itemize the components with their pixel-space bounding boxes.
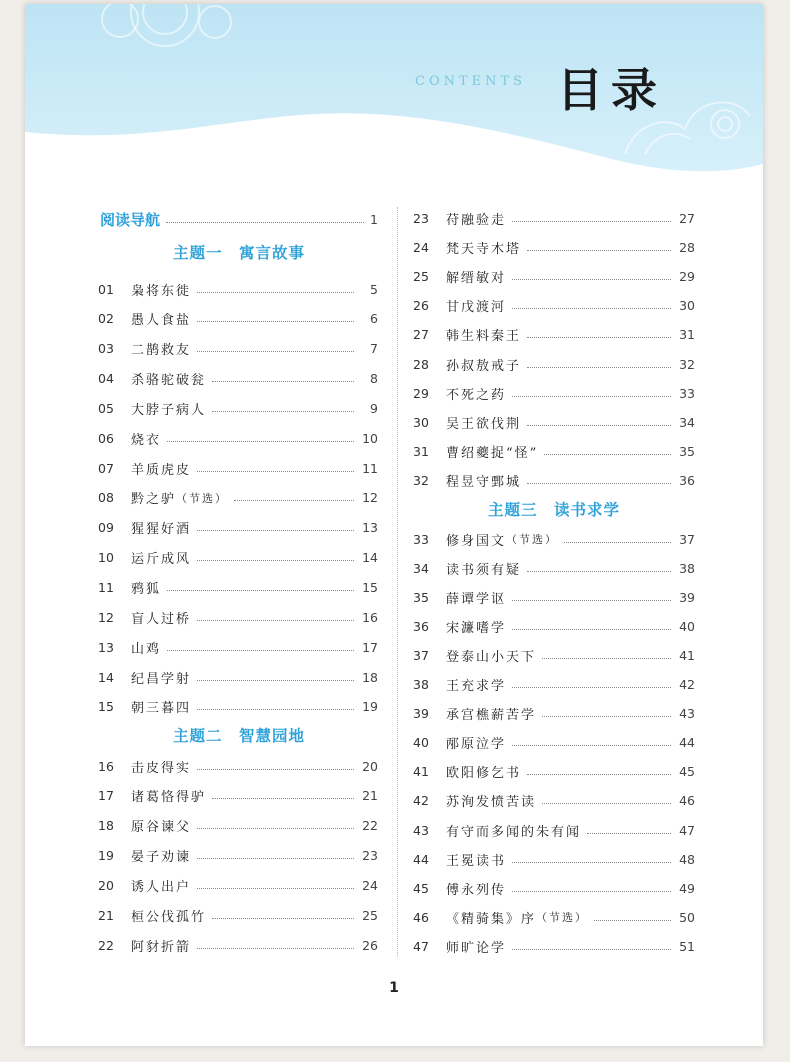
toc-entry[interactable] [413, 790, 695, 812]
entry-title: 晏子劝谏 [131, 850, 192, 866]
entry-number: 19 [98, 848, 114, 864]
entry-number: 25 [413, 268, 429, 284]
toc-entry[interactable] [98, 547, 378, 569]
entry-page-ref: 37 [679, 531, 695, 547]
toc-entry[interactable] [413, 557, 695, 579]
leader-dots [527, 571, 671, 572]
leader-dots [512, 891, 671, 892]
entry-title: 薛谭学讴 [446, 591, 507, 607]
entry-title: 愚人食盐 [131, 313, 192, 329]
entry-title: 不死之药 [446, 387, 507, 403]
leader-dots [527, 250, 671, 251]
entry-page-ref: 18 [362, 669, 378, 685]
leader-dots [234, 500, 354, 501]
entry-number: 21 [98, 908, 114, 923]
entry-page-ref: 47 [679, 822, 695, 838]
toc-entry[interactable] [98, 397, 378, 419]
entry-title: 烧衣 [131, 432, 162, 448]
entry-number: 04 [98, 371, 114, 387]
entry-page-ref: 50 [679, 909, 695, 925]
entry-page-ref: 39 [679, 589, 695, 605]
leader-dots [197, 471, 354, 472]
leader-dots [564, 542, 671, 543]
entry-page-ref: 5 [370, 281, 378, 297]
entry-number: 17 [98, 788, 114, 804]
entry-title: 诸葛恪得驴 [131, 790, 207, 806]
entry-number: 22 [98, 937, 114, 953]
entry-number: 45 [413, 880, 429, 896]
entry-number: 46 [413, 909, 429, 925]
toc-entry[interactable] [98, 696, 378, 718]
entry-title: 大脖子病人 [131, 402, 207, 418]
leader-dots [167, 441, 354, 442]
toc-entry[interactable] [98, 606, 378, 628]
entry-title: 师旷论学 [446, 940, 507, 956]
toc-entry[interactable] [98, 755, 378, 777]
entry-number: 27 [413, 327, 429, 343]
entry-title: 孙叔敖戒子 [446, 358, 522, 374]
entry-number: 47 [413, 938, 429, 954]
entry-title: 韩生料秦王 [446, 329, 522, 345]
leader-dots [512, 279, 671, 280]
entry-page-ref: 20 [362, 758, 378, 774]
entry-number: 24 [413, 239, 429, 255]
entry-title: 读书须有疑 [446, 562, 522, 578]
toc-entry[interactable] [98, 636, 378, 658]
toc-entry[interactable] [413, 732, 695, 754]
entry-page-ref: 13 [362, 520, 378, 536]
leader-dots [166, 222, 364, 223]
entry-page-ref: 33 [679, 385, 695, 401]
leader-dots [197, 858, 354, 859]
leader-dots [197, 351, 354, 352]
entry-title: 登泰山小天下 [446, 649, 537, 665]
entry-number: 13 [98, 639, 114, 655]
toc-entry[interactable] [413, 470, 695, 492]
entry-number: 26 [413, 298, 429, 314]
toc-entry[interactable] [98, 457, 378, 479]
entry-page-ref: 31 [679, 327, 695, 343]
entry-number: 05 [98, 400, 114, 416]
entry-number: 06 [98, 430, 114, 446]
toc-entry[interactable] [413, 441, 695, 463]
entry-number: 36 [413, 618, 429, 634]
entry-number: 15 [98, 699, 114, 715]
leader-dots [512, 687, 671, 688]
leader-dots [197, 769, 354, 770]
entry-number: 03 [98, 341, 114, 357]
leader-dots [512, 949, 671, 950]
leader-dots [527, 774, 671, 775]
toc-entry[interactable] [413, 703, 695, 725]
entry-page-ref: 28 [679, 239, 695, 255]
leader-dots [594, 920, 671, 921]
entry-page-ref: 14 [362, 550, 378, 566]
entry-number: 30 [413, 414, 429, 430]
entry-number: 09 [98, 520, 114, 536]
toc-entry[interactable] [413, 935, 695, 957]
toc-entry[interactable] [413, 528, 695, 550]
entry-title: 桓公伐孤竹 [131, 910, 207, 925]
entry-title: 阿豺折箭 [131, 939, 192, 955]
leader-dots [544, 454, 671, 455]
toc-entry[interactable] [98, 487, 378, 509]
toc-entry[interactable] [98, 875, 378, 897]
leader-dots [512, 629, 671, 630]
entry-page-ref: 19 [362, 699, 378, 715]
leader-dots [527, 425, 671, 426]
toc-entry[interactable] [98, 934, 378, 956]
document-page [25, 4, 763, 1046]
entry-title: 运斤成风 [131, 552, 192, 568]
leader-dots [197, 292, 354, 293]
leader-dots [512, 600, 671, 601]
page-title: 目录 [557, 63, 665, 117]
entry-page-ref: 34 [679, 414, 695, 430]
entry-number: 31 [413, 444, 429, 460]
entry-title: 王冕读书 [446, 853, 507, 869]
leader-dots [212, 798, 354, 799]
contents-label: CONTENTS [415, 74, 527, 89]
toc-entry[interactable] [98, 785, 378, 807]
entry-title: 修身国文 [446, 533, 507, 549]
leader-dots [212, 411, 354, 412]
toc-entry[interactable] [98, 368, 378, 390]
entry-number: 44 [413, 851, 429, 867]
leader-dots [197, 948, 354, 949]
toc-entry[interactable] [413, 644, 695, 666]
toc-entry[interactable] [98, 845, 378, 867]
entry-number: 20 [98, 878, 114, 894]
toc-entry[interactable] [413, 207, 695, 229]
entry-page-ref: 7 [370, 341, 378, 357]
entry-title: 二鹊救友 [131, 343, 192, 359]
entry-page-ref: 40 [679, 618, 695, 634]
entry-title: 吴王欲伐荆 [446, 416, 522, 432]
leader-dots [512, 745, 671, 746]
entry-title: 王充求学 [446, 679, 507, 694]
page-ref: 1 [370, 211, 378, 227]
toc-entry[interactable] [98, 517, 378, 539]
entry-page-ref: 48 [679, 851, 695, 867]
entry-page-ref: 24 [362, 878, 378, 894]
entry-page-ref: 43 [679, 706, 695, 722]
entry-title: 有守而多闻的朱有闻 [446, 824, 582, 840]
entry-number: 38 [413, 677, 429, 692]
toc-entry[interactable] [413, 382, 695, 404]
toc-entry[interactable] [413, 877, 695, 899]
entry-page-ref: 9 [370, 400, 378, 416]
entry-page-ref: 42 [679, 677, 695, 692]
entry-number: 40 [413, 735, 429, 751]
toc-entry[interactable] [413, 615, 695, 637]
leader-dots [212, 918, 354, 919]
toc-entry[interactable] [413, 265, 695, 287]
theme-heading-3: 主题三 读书求学 [487, 501, 620, 519]
toc-entry[interactable] [413, 236, 695, 258]
toc-entry[interactable] [413, 586, 695, 608]
entry-number: 12 [98, 609, 114, 625]
entry-page-ref: 25 [362, 908, 378, 923]
entry-title: 黔之驴 [131, 492, 177, 508]
entry-title: 甘戊渡河 [446, 300, 507, 316]
theme-heading-2: 主题二 智慧园地 [172, 727, 305, 745]
toc-entry[interactable] [413, 674, 695, 696]
toc-entry[interactable] [413, 411, 695, 433]
entry-number: 10 [98, 550, 114, 566]
leader-dots [167, 650, 354, 651]
entry-number: 42 [413, 793, 429, 809]
toc-entry[interactable] [98, 338, 378, 360]
entry-number: 39 [413, 706, 429, 722]
entry-page-ref: 46 [679, 793, 695, 809]
reading-guide-label: 阅读导航 [100, 210, 161, 229]
leader-dots [512, 308, 671, 309]
entry-title: 宋濂嗜学 [446, 620, 507, 636]
leader-dots [512, 221, 671, 222]
leader-dots [587, 833, 671, 834]
leader-dots [212, 381, 354, 382]
entry-subtitle: （节选） [176, 491, 229, 505]
entry-title: 程昱守鄄城 [446, 475, 522, 491]
toc-entry[interactable] [98, 308, 378, 330]
leader-dots [527, 367, 671, 368]
entry-title: 解缙敏对 [446, 270, 507, 286]
toc-entry[interactable] [413, 324, 695, 346]
leader-dots [527, 337, 671, 338]
entry-number: 37 [413, 647, 429, 663]
entry-title: 欧阳修乞书 [446, 766, 522, 782]
toc-entry[interactable] [98, 905, 378, 927]
entry-number: 35 [413, 589, 429, 605]
entry-title: 曹绍夔捉“怪” [446, 446, 539, 462]
entry-page-ref: 49 [679, 880, 695, 896]
entry-number: 08 [98, 490, 114, 506]
leader-dots [197, 888, 354, 889]
leader-dots [197, 560, 354, 561]
entry-title: 梵天寺木塔 [446, 241, 522, 257]
entry-page-ref: 17 [362, 639, 378, 655]
entry-number: 01 [98, 281, 114, 297]
leader-dots [542, 803, 671, 804]
leader-dots [167, 590, 354, 591]
entry-title: 《精骑集》序 [446, 911, 537, 927]
leader-dots [527, 483, 671, 484]
entry-subtitle: （节选） [506, 533, 559, 546]
toc-entry[interactable] [98, 427, 378, 449]
toc-entry[interactable] [413, 848, 695, 870]
entry-number: 11 [98, 580, 114, 595]
entry-number: 33 [413, 531, 429, 547]
entry-number: 14 [98, 669, 114, 685]
entry-number: 07 [98, 460, 114, 476]
entry-page-ref: 6 [370, 311, 378, 327]
entry-page-ref: 32 [679, 356, 695, 372]
entry-subtitle: （节选） [536, 911, 589, 925]
entry-title: 猩猩好酒 [131, 522, 192, 538]
entry-page-ref: 29 [679, 268, 695, 284]
entry-page-ref: 21 [362, 788, 378, 804]
entry-number: 34 [413, 560, 429, 576]
entry-title: 傅永列传 [446, 882, 507, 898]
entry-title: 山鸡 [131, 641, 162, 657]
entry-page-ref: 26 [362, 937, 378, 953]
entry-title: 苏洵发愤苦读 [446, 795, 537, 811]
entry-page-ref: 44 [679, 735, 695, 751]
leader-dots [512, 862, 671, 863]
entry-title: 承宫樵薪苦学 [446, 708, 537, 724]
toc-entry[interactable] [413, 295, 695, 317]
entry-page-ref: 8 [370, 371, 378, 387]
entry-page-ref: 12 [362, 490, 378, 506]
entry-title: 纪昌学射 [131, 671, 192, 687]
entry-number: 43 [413, 822, 429, 838]
entry-page-ref: 23 [362, 848, 378, 864]
leader-dots [512, 396, 671, 397]
entry-title: 朝三暮四 [131, 701, 192, 717]
toc-entry[interactable] [98, 815, 378, 837]
reading-guide-entry[interactable] [100, 207, 378, 231]
entry-title: 诱人出户 [131, 880, 192, 896]
entry-title: 羊质虎皮 [131, 462, 192, 478]
leader-dots [197, 530, 354, 531]
entry-title: 苻融验走 [446, 212, 507, 228]
entry-title: 盲人过桥 [131, 611, 192, 627]
entry-page-ref: 11 [362, 460, 378, 476]
toc-entry[interactable] [413, 819, 695, 841]
entry-number: 32 [413, 473, 429, 489]
entry-page-ref: 36 [679, 473, 695, 489]
entry-title: 原谷谏父 [131, 820, 192, 836]
entry-number: 29 [413, 385, 429, 401]
entry-number: 02 [98, 311, 114, 327]
entry-page-ref: 38 [679, 560, 695, 576]
entry-page-ref: 45 [679, 764, 695, 780]
toc-entry[interactable] [98, 278, 378, 300]
toc-entry[interactable] [413, 353, 695, 375]
entry-page-ref: 16 [362, 609, 378, 625]
entry-page-ref: 22 [362, 818, 378, 834]
leader-dots [197, 620, 354, 621]
entry-number: 23 [413, 210, 429, 226]
entry-title: 击皮得实 [131, 760, 192, 776]
entry-title: 枭将东徙 [131, 283, 192, 299]
leader-dots [542, 658, 671, 659]
leader-dots [542, 716, 671, 717]
column-divider [397, 207, 398, 957]
entry-page-ref: 30 [679, 298, 695, 314]
entry-title: 鸦狐 [131, 582, 162, 597]
entry-number: 41 [413, 764, 429, 780]
leader-dots [197, 321, 354, 322]
entry-number: 16 [98, 758, 114, 774]
entry-page-ref: 10 [362, 430, 378, 446]
leader-dots [197, 828, 354, 829]
entry-page-ref: 35 [679, 444, 695, 460]
leader-dots [197, 709, 354, 710]
toc-entry[interactable] [98, 577, 378, 599]
entry-number: 18 [98, 818, 114, 834]
entry-number: 28 [413, 356, 429, 372]
leader-dots [197, 680, 354, 681]
toc-entry[interactable] [413, 906, 695, 928]
entry-title: 邴原泣学 [446, 737, 507, 753]
entry-page-ref: 41 [679, 647, 695, 663]
toc-entry[interactable] [413, 761, 695, 783]
theme-heading-1: 主题一 寓言故事 [172, 244, 305, 262]
page-number: 1 [389, 980, 399, 996]
entry-title: 杀骆驼破瓮 [131, 373, 207, 389]
entry-page-ref: 51 [679, 938, 695, 954]
entry-page-ref: 15 [362, 580, 378, 595]
toc-entry[interactable] [98, 666, 378, 688]
entry-page-ref: 27 [679, 210, 695, 226]
